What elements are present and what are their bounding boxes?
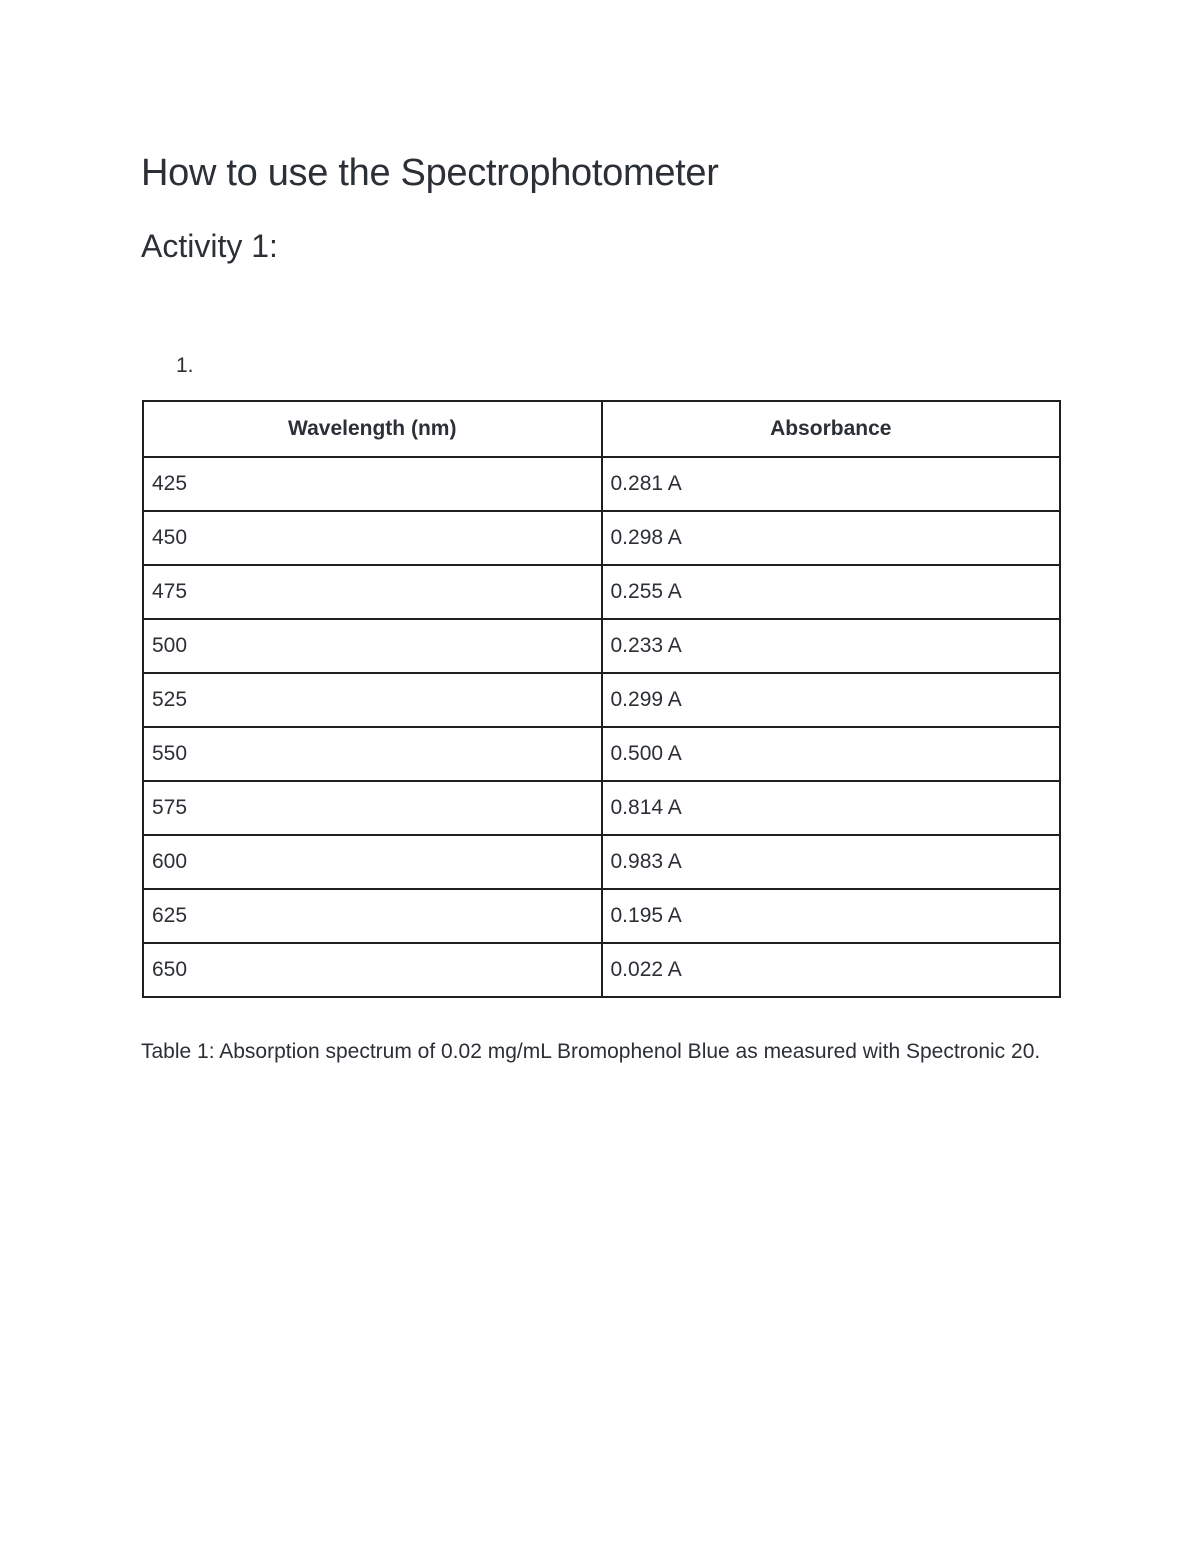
table-row [143, 889, 1060, 943]
table-row [143, 673, 1060, 727]
header-absorbance: Absorbance [602, 401, 1061, 457]
activity-heading: Activity 1: [141, 228, 278, 264]
absorbance-table [142, 400, 1061, 998]
wavelength-cell: 425 [143, 457, 602, 511]
table-row [143, 619, 1060, 673]
absorbance-cell: 0.255 A [602, 565, 1061, 619]
absorbance-cell: 0.233 A [602, 619, 1061, 673]
absorbance-cell: 0.299 A [602, 673, 1061, 727]
absorbance-cell: 0.500 A [602, 727, 1061, 781]
header-wavelength: Wavelength (nm) [143, 401, 602, 457]
table-row [143, 781, 1060, 835]
absorbance-cell: 0.281 A [602, 457, 1061, 511]
table-row [143, 727, 1060, 781]
table-row [143, 457, 1060, 511]
wavelength-cell: 550 [143, 727, 602, 781]
wavelength-cell: 625 [143, 889, 602, 943]
wavelength-cell: 525 [143, 673, 602, 727]
absorbance-cell: 0.195 A [602, 889, 1061, 943]
table-row [143, 943, 1060, 997]
wavelength-cell: 650 [143, 943, 602, 997]
table-row [143, 835, 1060, 889]
table-caption: Table 1: Absorption spectrum of 0.02 mg/mL Bromophenol Blue as measured with Spectronic 20. [141, 1040, 1041, 1063]
absorbance-cell: 0.814 A [602, 781, 1061, 835]
page-title: How to use the Spectrophotometer [141, 152, 719, 194]
absorbance-cell: 0.983 A [602, 835, 1061, 889]
table-row [143, 511, 1060, 565]
wavelength-cell: 475 [143, 565, 602, 619]
table-row [143, 565, 1060, 619]
wavelength-cell: 600 [143, 835, 602, 889]
table-header-row [143, 401, 1060, 457]
wavelength-cell: 575 [143, 781, 602, 835]
wavelength-cell: 450 [143, 511, 602, 565]
absorbance-cell: 0.298 A [602, 511, 1061, 565]
list-marker: 1. [176, 354, 194, 377]
absorbance-cell: 0.022 A [602, 943, 1061, 997]
wavelength-cell: 500 [143, 619, 602, 673]
